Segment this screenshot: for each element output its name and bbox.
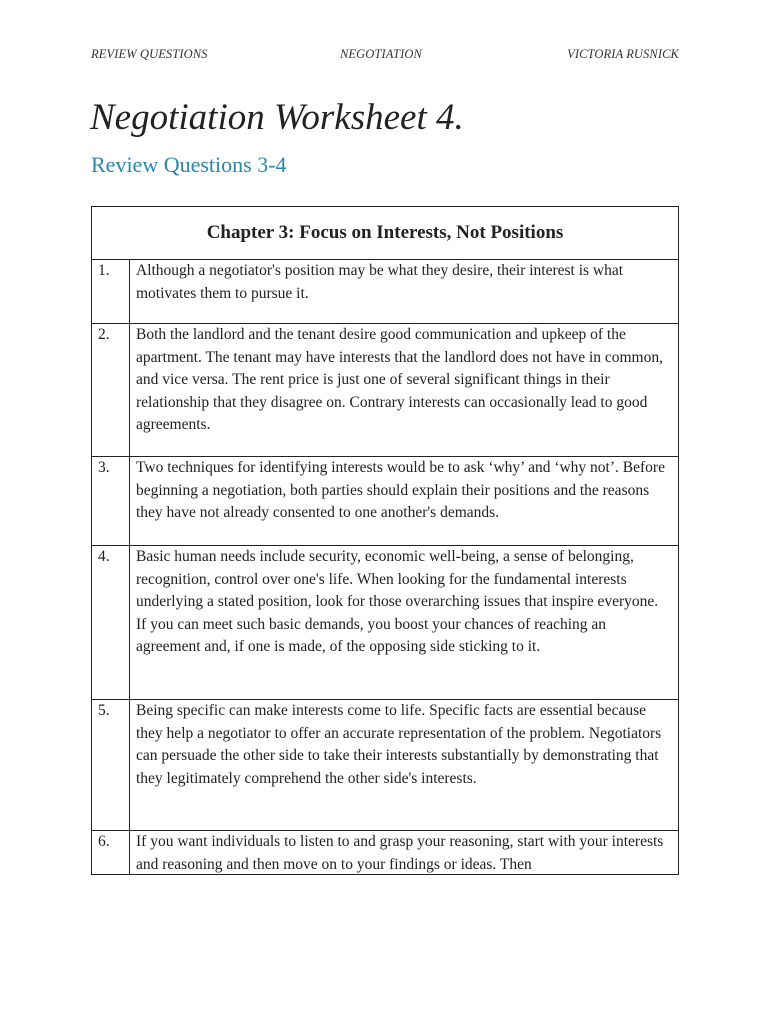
header-author-label: VICTORIA RUSNICK — [567, 47, 679, 61]
table-row — [92, 457, 679, 546]
row-number: 5. — [92, 700, 130, 831]
row-answer: Basic human needs include security, economic well-being, a sense of belonging, recognition, control over one's life. When looking for the fundamental interests underlying a stated position, look for those overarching issues that inspire everyone. If you can meet such basic demands, you boost your chances of reaching an agreement and, if one is made, of the opposing side sticking to it. — [130, 546, 679, 700]
row-answer: Both the landlord and the tenant desire good communication and upkeep of the apartment. The tenant may have interests that the landlord does not have in common, and vice versa. The rent price is just one of several significant things in their relationship that they disagree on. Contrary interests can occasionally lead to good agreements. — [130, 324, 679, 457]
table-heading: Chapter 3: Focus on Interests, Not Positions — [92, 207, 679, 260]
row-number: 3. — [92, 457, 130, 546]
row-number: 2. — [92, 324, 130, 457]
row-answer: If you want individuals to listen to and grasp your reasoning, start with your interests and reasoning and then move on to your findings or ideas. Then — [136, 833, 664, 873]
header-subject-label: NEGOTIATION — [340, 47, 422, 61]
document-subtitle: Review Questions 3-4 — [91, 152, 287, 177]
row-number: 4. — [92, 546, 130, 700]
row-answer-cell — [130, 831, 679, 875]
review-questions-table — [91, 206, 679, 875]
table-row — [92, 324, 679, 457]
table-row — [92, 700, 679, 831]
table-row — [92, 546, 679, 700]
document-title: Negotiation Worksheet 4. — [90, 97, 464, 138]
row-answer: Although a negotiator's position may be what they desire, their interest is what motivates them to pursue it. — [130, 260, 679, 324]
row-number: 1. — [92, 260, 130, 324]
header-section-label: REVIEW QUESTIONS — [91, 47, 208, 61]
row-number: 6. — [92, 831, 130, 875]
row-answer: Being specific can make interests come to life. Specific facts are essential because they help a negotiator to offer an accurate representation of the problem. Negotiators can persuade the other side to take their interests substantially by demonstrating that they legitimately comprehend the other side's interests. — [130, 700, 679, 831]
row-answer: Two techniques for identifying interests would be to ask ‘why’ and ‘why not’. Before beginning a negotiation, both parties should explain their positions and the reasons they have not already consented to one another's demands. — [130, 457, 679, 546]
table-row — [92, 831, 679, 875]
table-row — [92, 260, 679, 324]
